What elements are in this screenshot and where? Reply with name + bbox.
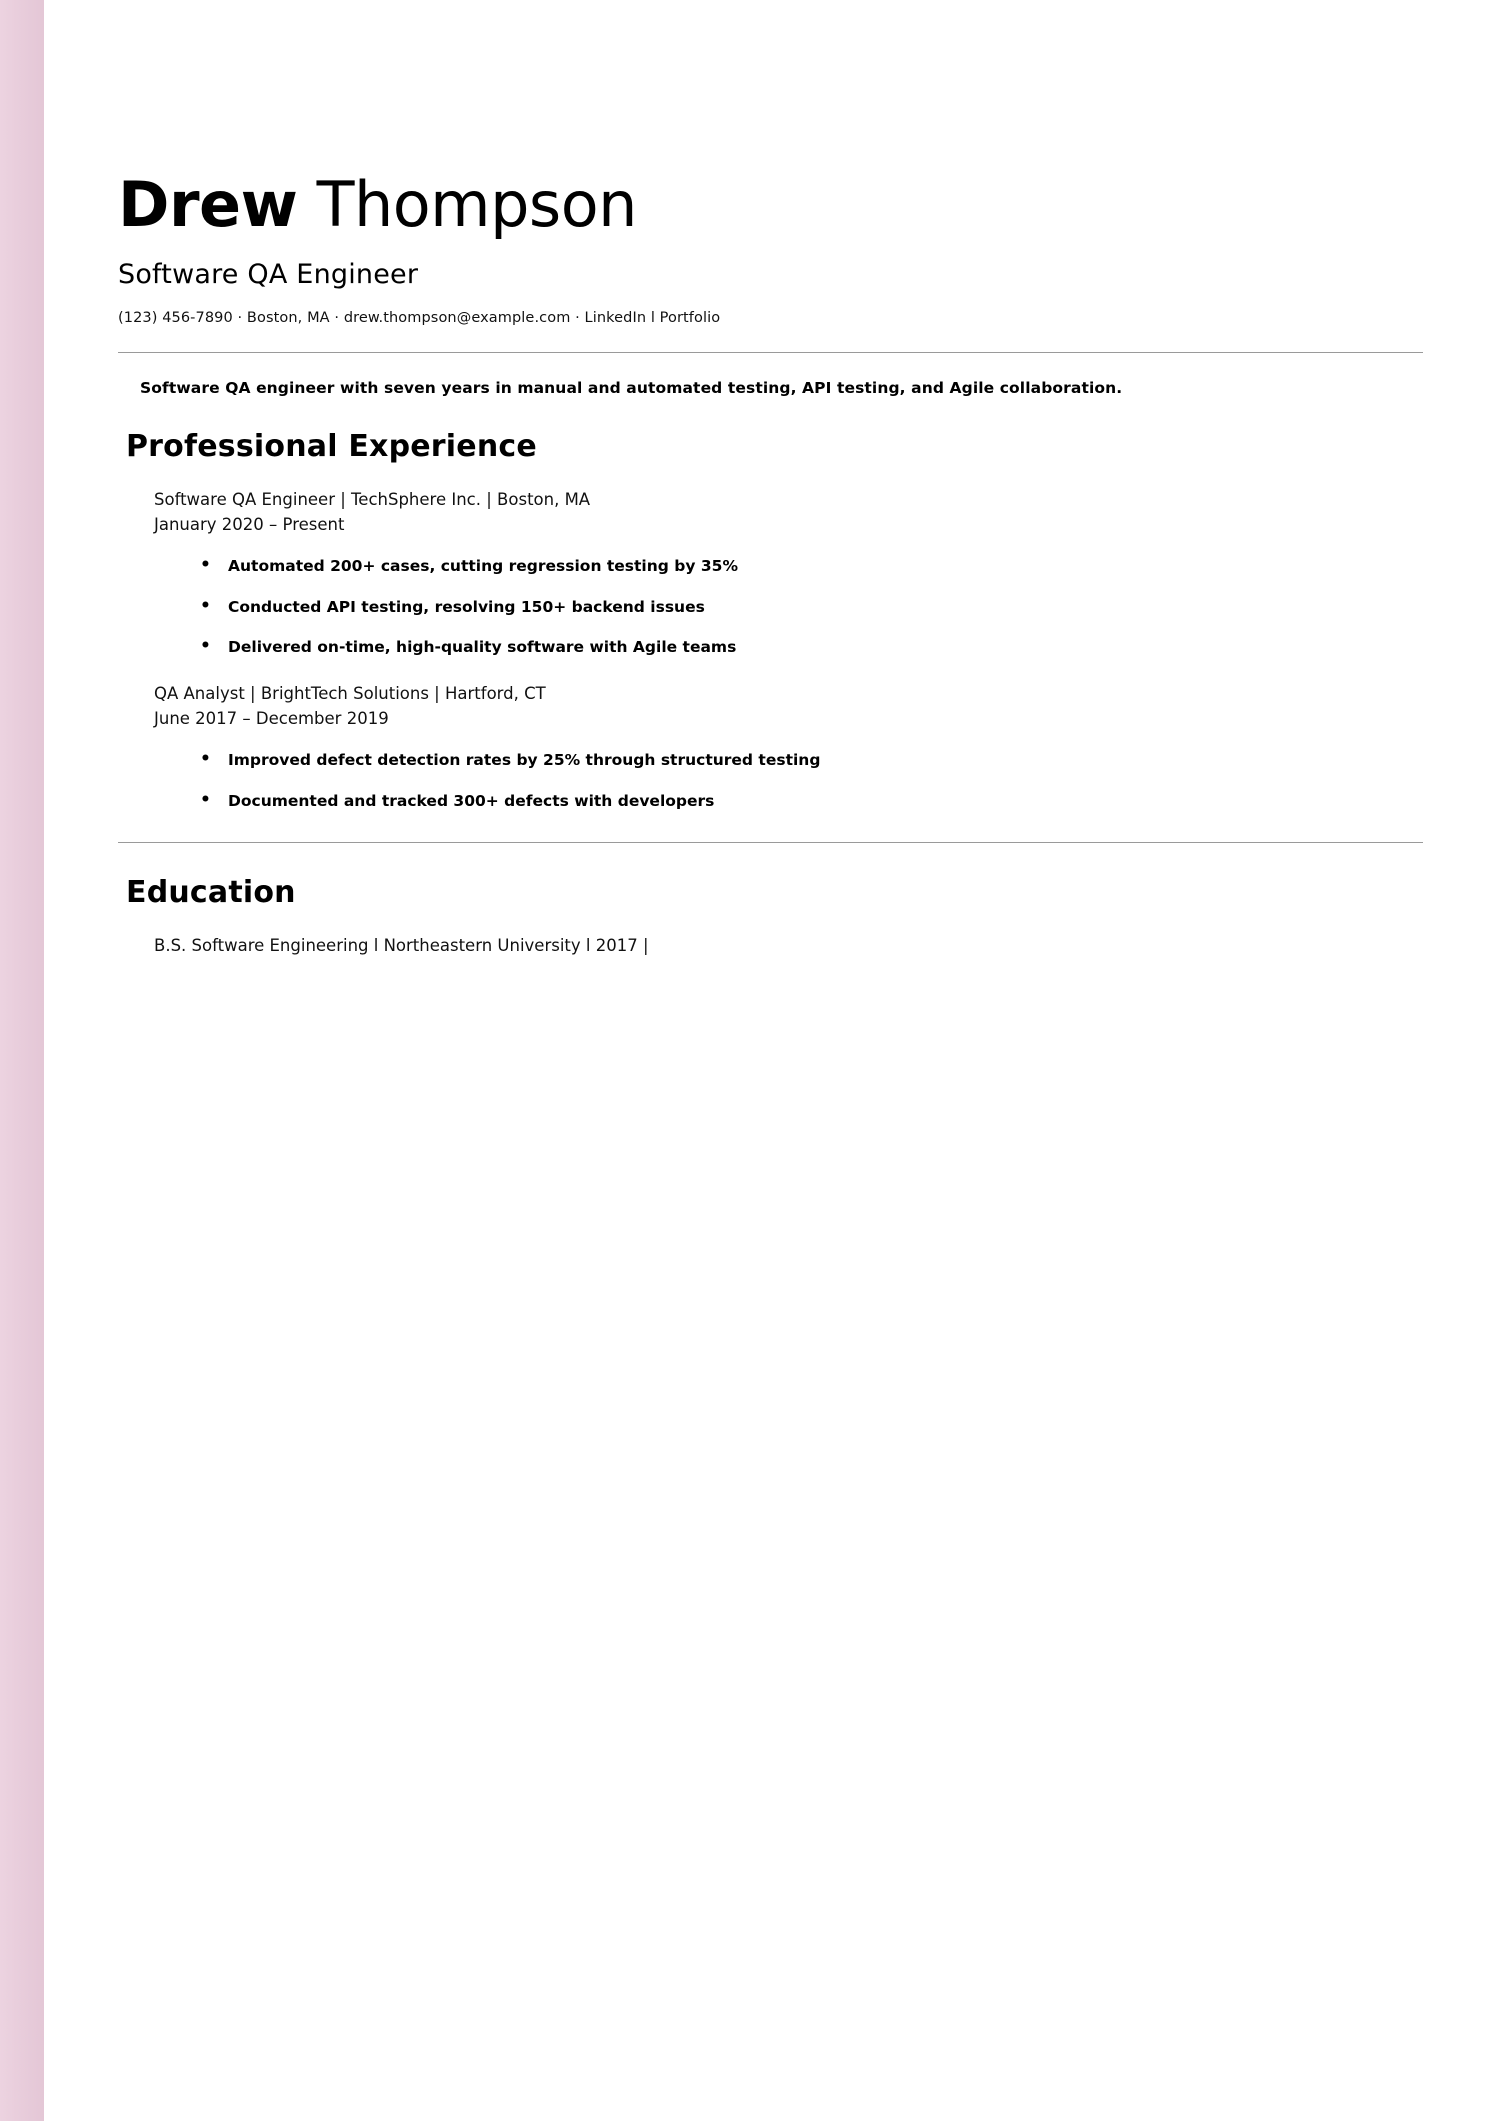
first-name: Drew: [118, 168, 298, 241]
summary-text: Software QA engineer with seven years in manual and automated testing, API testing, and Agile collaboration.: [140, 379, 1123, 398]
experience-entry: [154, 488, 1468, 658]
section-divider: [118, 842, 1423, 843]
page-title: [118, 168, 1468, 241]
list-item: • Conducted API testing, resolving 150+ backend issues: [210, 597, 1468, 618]
list-item: • Documented and tracked 300+ defects with developers: [210, 791, 1468, 812]
list-item: • Automated 200+ cases, cutting regression testing by 35%: [210, 556, 1468, 577]
job-bullet-list: [154, 750, 1468, 812]
resume-body: [118, 0, 1468, 955]
header-divider: [118, 352, 1423, 353]
list-item: • Improved defect detection rates by 25% through structured testing: [210, 750, 1468, 771]
list-item: • Delivered on-time, high-quality software with Agile teams: [210, 637, 1468, 658]
document-content: [44, 0, 1500, 2121]
section-title-experience: Professional Experience: [126, 429, 537, 465]
stripe-gradient: [0, 0, 44, 2121]
education-entry: B.S. Software Engineering l Northeastern University l 2017 |: [154, 935, 649, 955]
section-title-education: Education: [126, 874, 296, 910]
decorative-side-stripe: [0, 0, 44, 2121]
job-dates: June 2017 – December 2019: [154, 709, 389, 729]
contact-line: (123) 456-7890 · Boston, MA · drew.thompson@example.com · LinkedIn l Portfolio: [118, 310, 721, 327]
last-name: Thompson: [297, 168, 637, 241]
job-bullet-list: [154, 556, 1468, 659]
job-dates: January 2020 – Present: [154, 514, 345, 534]
job-headline: Software QA Engineer | TechSphere Inc. | Boston, MA: [154, 490, 591, 510]
professional-title: Software QA Engineer: [118, 259, 419, 291]
experience-entry: [154, 682, 1468, 811]
job-headline: QA Analyst | BrightTech Solutions | Hartford, CT: [154, 684, 546, 704]
